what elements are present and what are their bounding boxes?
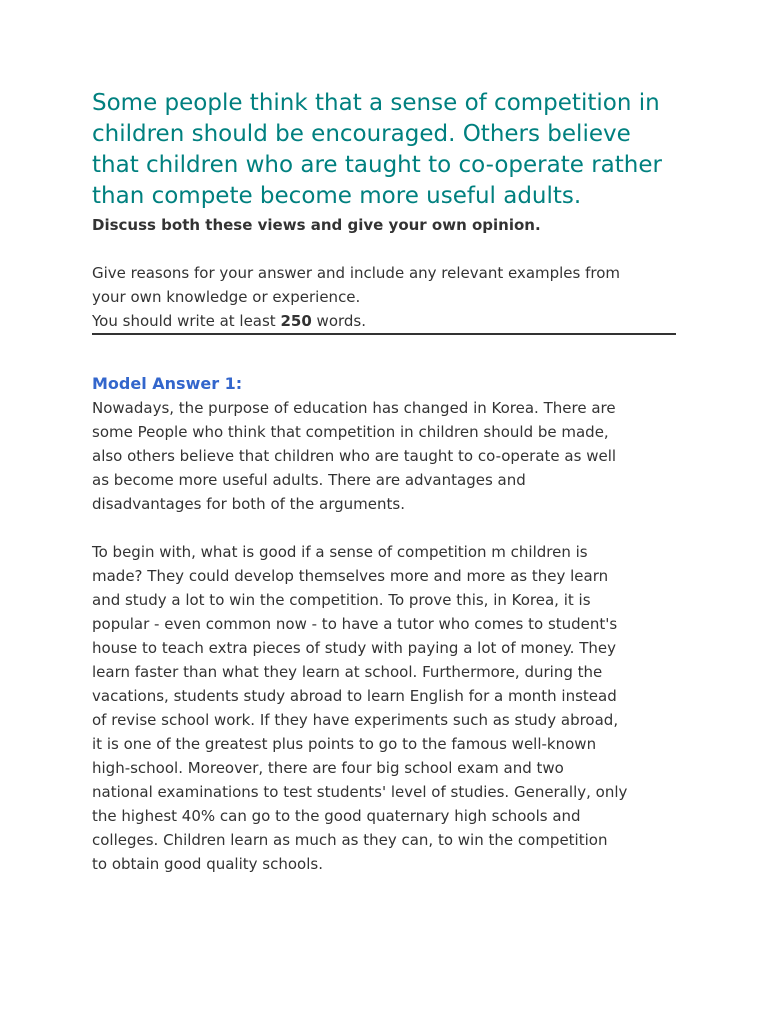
model-answer-heading: Model Answer 1: — [92, 374, 243, 393]
paragraph-line: disadvantages for both of the arguments. — [92, 495, 405, 513]
paragraph-line: high-school. Moreover, there are four big school exam and two — [92, 759, 564, 777]
paragraph-line: vacations, students study abroad to learn English for a month instead — [92, 687, 617, 705]
paragraph-line: of revise school work. If they have experiments such as study abroad, — [92, 711, 619, 729]
paragraph-line: To begin with, what is good if a sense of competition m children is — [92, 543, 588, 561]
word-count-prefix: You should write at least — [92, 312, 281, 330]
paragraph-line: and study a lot to win the competition. To prove this, in Korea, it is — [92, 591, 591, 609]
paragraph-line: also others believe that children who are taught to co-operate as well — [92, 447, 617, 465]
paragraph-line: some People who think that competition in children should be made, — [92, 423, 609, 441]
paragraph-line: popular - even common now - to have a tutor who comes to student's — [92, 615, 618, 633]
question-instruction: Discuss both these views and give your own opinion. — [92, 216, 541, 234]
paragraph-line: to obtain good quality schools. — [92, 855, 323, 873]
answer-paragraph-2 — [92, 540, 676, 876]
requirements-line-3 — [92, 309, 676, 333]
word-count: 250 — [280, 312, 312, 330]
requirements-line-1: Give reasons for your answer and include any relevant examples from — [92, 264, 621, 282]
document-page — [92, 88, 676, 876]
paragraph-line: house to teach extra pieces of study with paying a lot of money. They — [92, 639, 616, 657]
paragraph-line: national examinations to test students' level of studies. Generally, only — [92, 783, 628, 801]
paragraph-line: the highest 40% can go to the good quaternary high schools and — [92, 807, 581, 825]
question-title: Some people think that a sense of competition in children should be encouraged. Others believe that children who are taught to co-operate rather than compete become more useful adults. — [92, 90, 662, 209]
word-count-suffix: words. — [311, 312, 367, 330]
paragraph-line: colleges. Children learn as much as they can, to win the competition — [92, 831, 608, 849]
paragraph-line: made? They could develop themselves more and more as they learn — [92, 567, 609, 585]
requirements-line-2: your own knowledge or experience. — [92, 288, 361, 306]
paragraph-line: as become more useful adults. There are advantages and — [92, 471, 526, 489]
task-requirements — [92, 261, 676, 335]
paragraph-line: Nowadays, the purpose of education has changed in Korea. There are — [92, 399, 616, 417]
answer-paragraph-1 — [92, 396, 676, 516]
paragraph-line: it is one of the greatest plus points to go to the famous well-known — [92, 735, 597, 753]
paragraph-line: learn faster than what they learn at school. Furthermore, during the — [92, 663, 603, 681]
